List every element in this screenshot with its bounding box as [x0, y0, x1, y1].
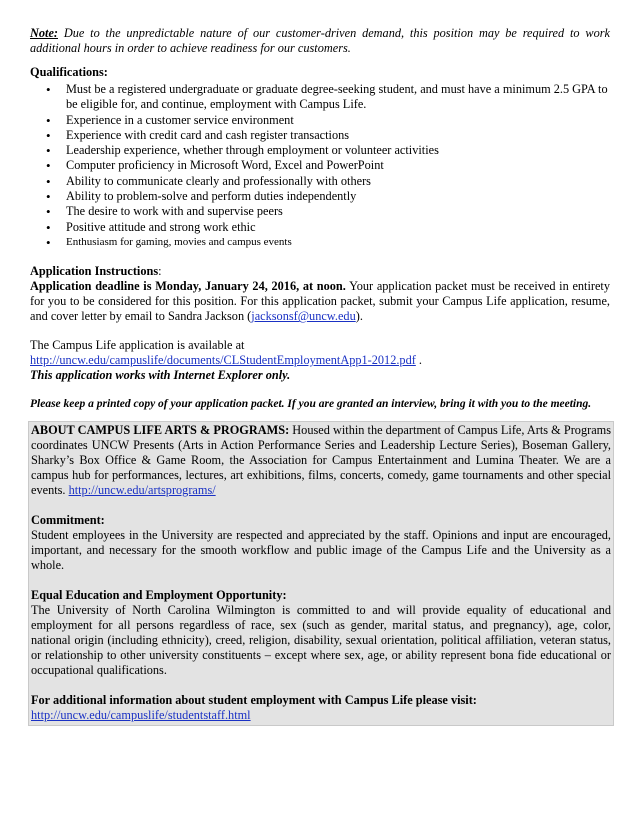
application-form-link[interactable]: http://uncw.edu/campuslife/documents/CLStudentEmploymentApp1-2012.pdf	[30, 353, 416, 368]
more-info-line	[31, 708, 611, 723]
list-item: • Ability to communicate clearly and professionally with others	[66, 174, 610, 189]
application-paragraph: Application deadline is Monday, January 24, 2016, at noon. Your application packet must be received in entirety for you to be considered for this position. For this application packet, submit your Campus Life application, resume, and cover letter by email to Sandra Jackson (jacksonsf@uncw.edu).	[30, 279, 610, 324]
equal-opportunity-text: The University of North Carolina Wilmington is committed to and will provide equality of educational and employment for all persons regardless of race, sex (such as gender, marital status, and pregnancy), age, color, national origin (including ethnicity), creed, religion, disability, sexual orientation, political affiliation, veteran status, or relationship to other university constituents – except where sex, age, or ability represent bona fide educational or occupational qualifications.	[31, 603, 611, 678]
equal-opportunity-heading: Equal Education and Employment Opportunity:	[31, 588, 287, 603]
about-text: Housed within the department of Campus Life, Arts & Programs coordinates UNCW Presents (Arts in Action Performance Series and Leadership Lecture Series), Boseman Gallery, Sharky’s Box Office & Game Room, the Association for Campus Entertainment and Lumina Theater. We are a campus hub for performances, lectures, art exhibitions, films, concerts, comedy, game tournaments and other special events.	[31, 423, 611, 498]
list-item: • Ability to problem-solve and perform duties independently	[66, 189, 610, 204]
commitment-text: Student employees in the University are respected and appreciated by the staff. Opinions and input are encouraged, important, and necessary for the smooth workflow and public image of the Campus Life and the University as a whole.	[31, 528, 611, 573]
application-available-text: The Campus Life application is available at	[30, 338, 245, 353]
qualifications-list	[30, 82, 610, 250]
list-item: • Experience with credit card and cash register transactions	[66, 128, 610, 143]
commitment-heading: Commitment:	[31, 513, 105, 528]
about-heading: ABOUT CAMPUS LIFE ARTS & PROGRAMS:	[31, 423, 290, 438]
note-paragraph	[30, 26, 610, 56]
artsprograms-link[interactable]: http://uncw.edu/artsprograms/	[68, 483, 216, 498]
printed-copy-note: Please keep a printed copy of your application packet. If you are granted an interview, bring it with you to the meeting.	[30, 398, 592, 411]
list-item: • Leadership experience, whether through employment or volunteer activities	[66, 143, 610, 158]
note-text: Due to the unpredictable nature of our customer-driven demand, this position may be required to work additional hours in order to achieve readiness for our customers.	[30, 26, 610, 55]
deadline-text: Application deadline is Monday, January 24, 2016, at noon.	[30, 279, 346, 294]
about-paragraph	[31, 423, 611, 498]
note-label: Note:	[30, 26, 58, 40]
application-heading: Application Instructions:	[30, 264, 162, 279]
document-content	[30, 26, 610, 726]
list-item: • Computer proficiency in Microsoft Word, Excel and PowerPoint	[66, 158, 610, 173]
list-item: • Enthusiasm for gaming, movies and campus events	[66, 235, 610, 250]
application-link-line: http://uncw.edu/campuslife/documents/CLStudentEmploymentApp1-2012.pdf .	[30, 353, 422, 368]
list-item: • Positive attitude and strong work ethic	[66, 220, 610, 235]
qualifications-heading: Qualifications:	[30, 65, 108, 79]
list-item: • Experience in a customer service environment	[66, 113, 610, 128]
info-box	[28, 421, 614, 726]
studentstaff-link[interactable]: http://uncw.edu/campuslife/studentstaff.html	[31, 708, 251, 723]
list-item: • The desire to work with and supervise peers	[66, 204, 610, 219]
email-link[interactable]: jacksonsf@uncw.edu	[251, 309, 356, 324]
more-info-heading: For additional information about student employment with Campus Life please visit:	[31, 693, 477, 708]
list-item: • Must be a registered undergraduate or graduate degree-seeking student, and must have a minimum 2.5 GPA to be eligible for, and continue, employment with Campus Life.	[66, 82, 610, 113]
ie-note: This application works with Internet Explorer only.	[30, 368, 291, 383]
application-body: Your application packet must be received in entirety for you to be considered for this position. For this application packet, submit your Campus Life application, resume, and cover letter by email to Sandra Jackson (	[30, 279, 610, 324]
